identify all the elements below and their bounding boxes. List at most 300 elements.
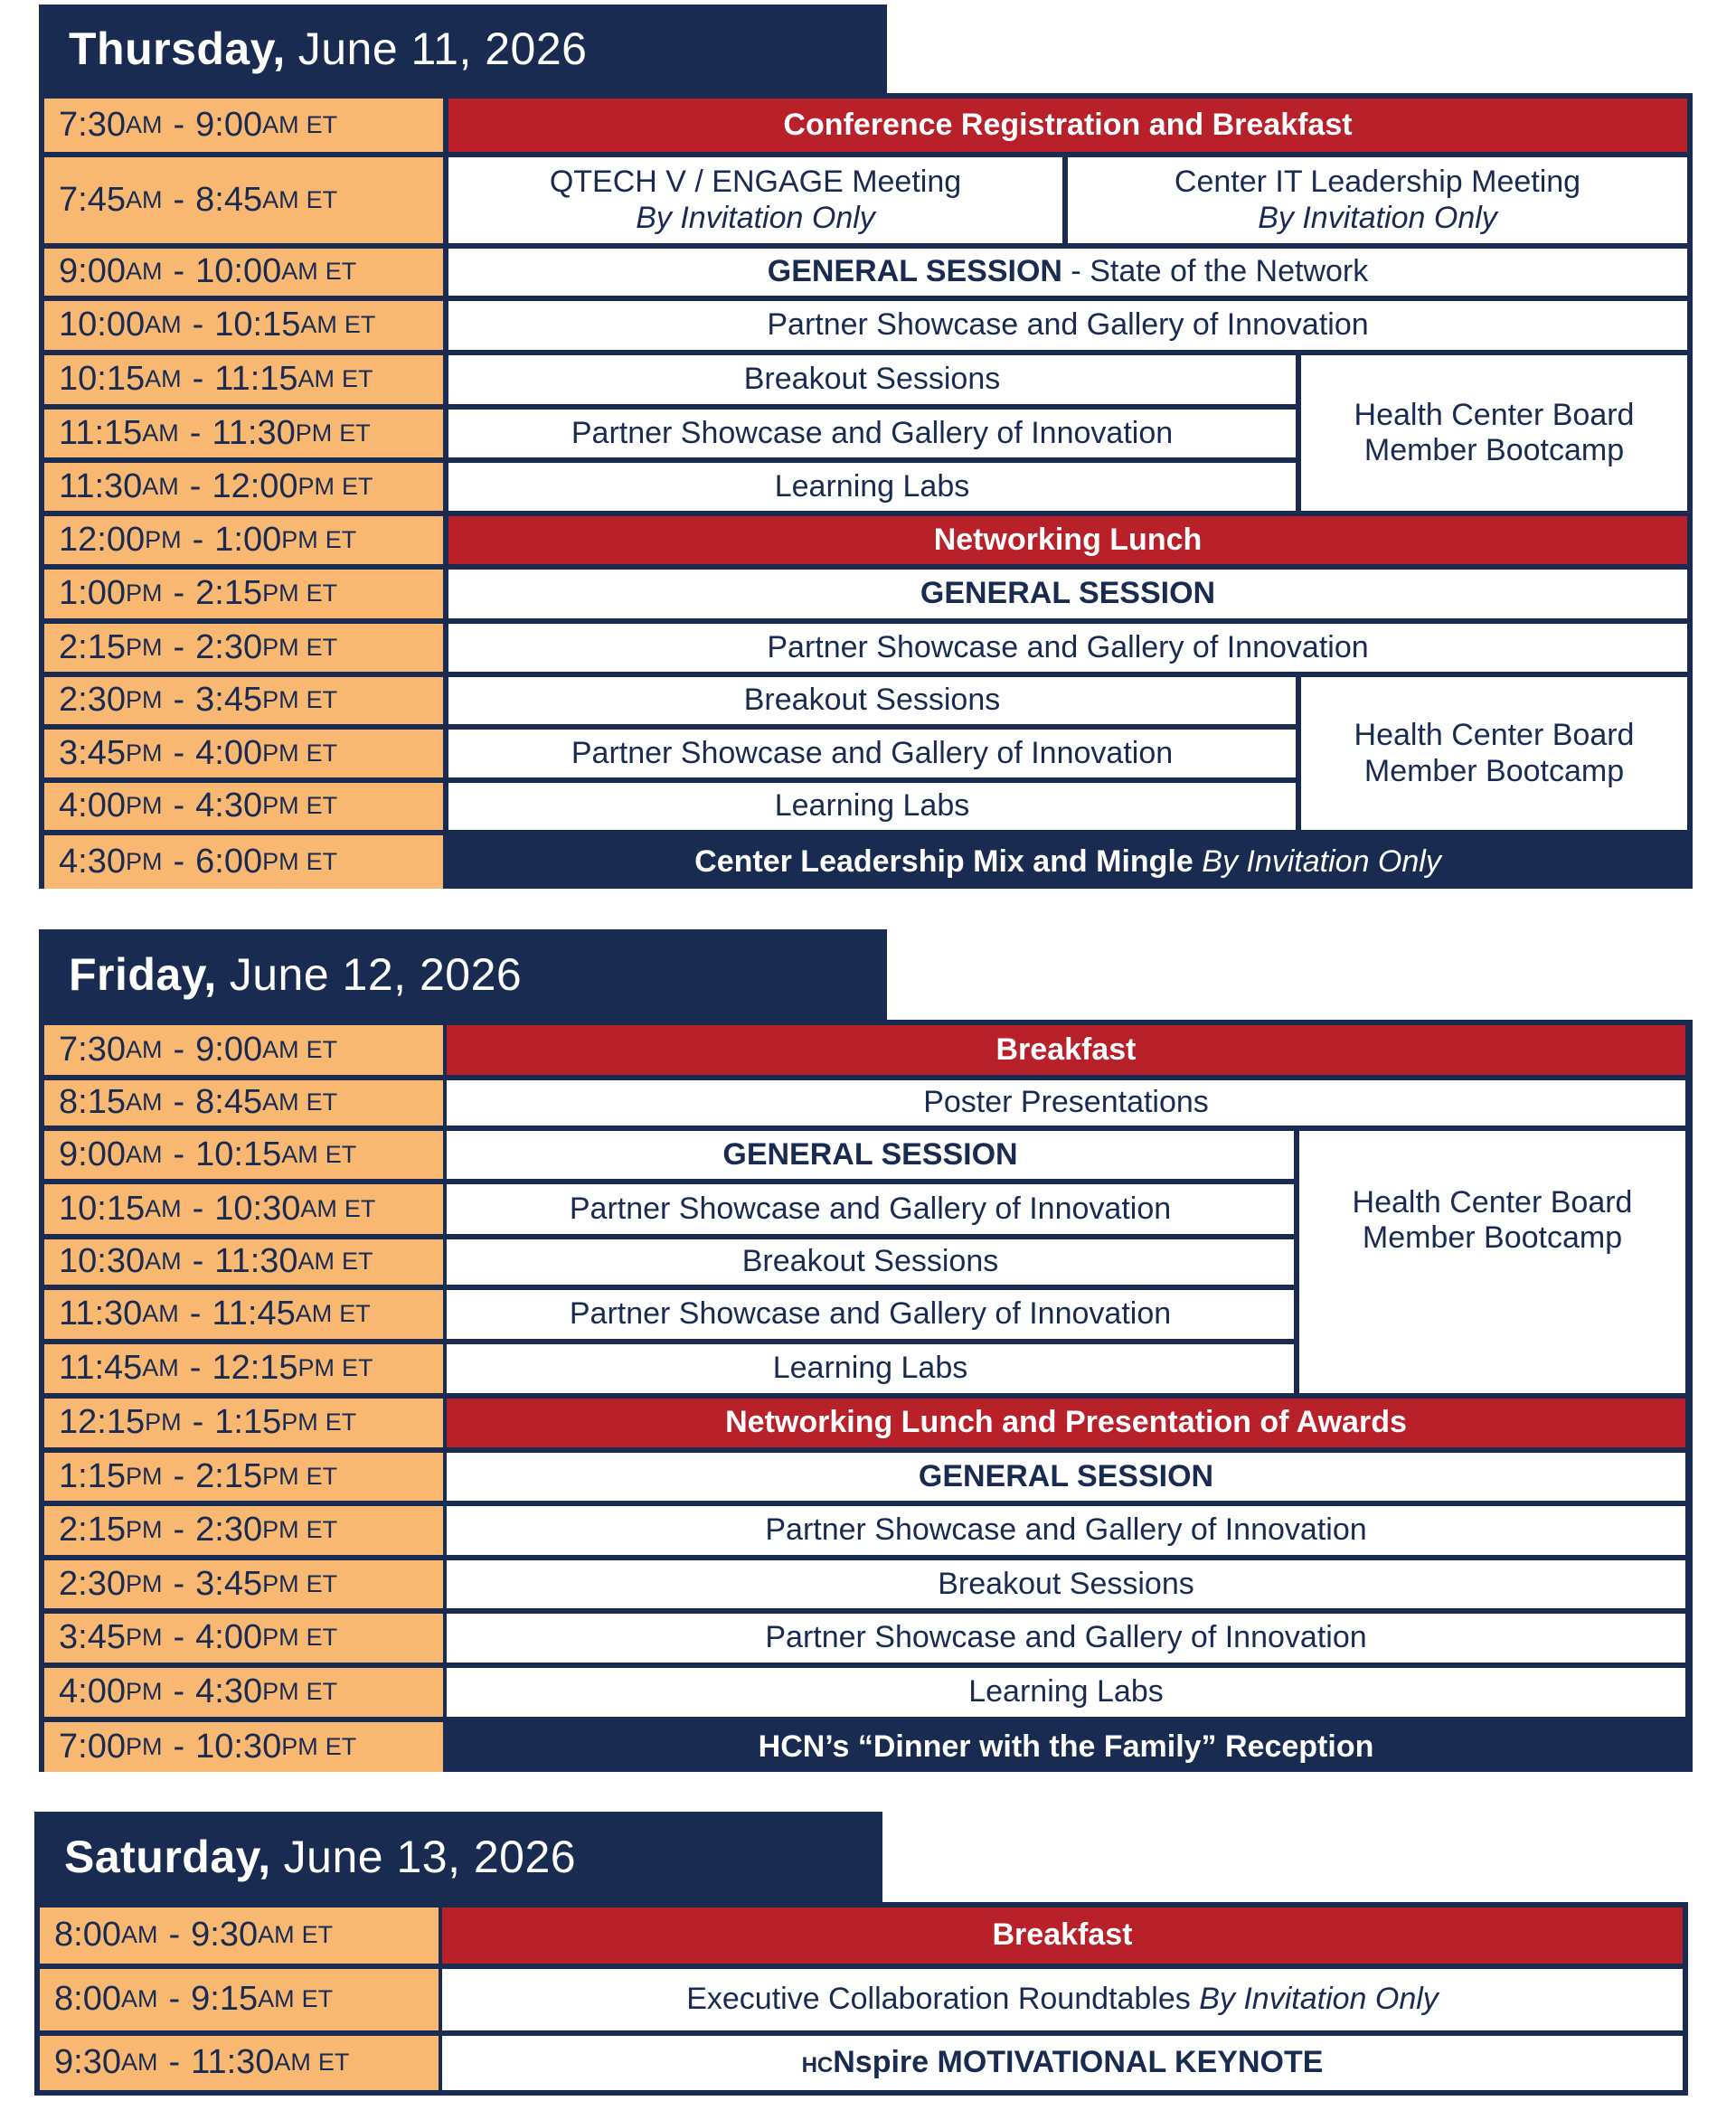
time-start-ampm: AM — [142, 472, 179, 500]
time-start-ampm: PM — [125, 579, 163, 608]
time-start: 12:00 — [59, 520, 146, 559]
time-start: 4:00 — [59, 787, 126, 825]
time-start-ampm: PM — [125, 792, 163, 820]
time-slot — [44, 1290, 443, 1339]
time-zone: ET — [301, 1921, 334, 1949]
time-start: 4:00 — [59, 1672, 126, 1711]
time-zone: ET — [344, 1194, 376, 1222]
event-label: Learning Labs — [772, 1351, 968, 1386]
time-zone: ET — [325, 525, 357, 553]
time-start-ampm: PM — [145, 525, 182, 553]
time-separator: - — [173, 627, 185, 666]
time-zone: ET — [306, 686, 338, 714]
time-end-ampm: PM — [262, 686, 299, 714]
time-zone: ET — [339, 1300, 371, 1328]
event-qtech-meeting — [448, 157, 1062, 243]
time-start-ampm: AM — [125, 1035, 163, 1063]
time-zone: ET — [317, 2049, 350, 2077]
time-start-ampm: PM — [125, 1732, 163, 1760]
time-start-ampm: AM — [120, 1921, 158, 1949]
time-separator: - — [173, 180, 185, 219]
time-start-ampm: PM — [125, 686, 163, 714]
time-zone: ET — [306, 1088, 338, 1116]
time-start: 8:15 — [59, 1083, 126, 1122]
time-end: 6:00 — [195, 842, 263, 881]
event-general-session — [447, 1453, 1685, 1501]
time-slot — [44, 570, 443, 618]
time-slot — [44, 463, 443, 511]
time-end-ampm: PM — [297, 472, 335, 500]
time-slot — [44, 1399, 443, 1447]
time-end: 9:15 — [191, 1980, 259, 2019]
event-label: Center IT Leadership Meeting — [1174, 165, 1581, 200]
event-partner-showcase — [448, 410, 1296, 457]
time-separator: - — [173, 1030, 185, 1069]
time-start: 10:15 — [59, 360, 146, 399]
time-zone: ET — [306, 792, 338, 820]
time-slot — [40, 1969, 439, 2030]
time-slot — [44, 1614, 443, 1663]
time-slot — [44, 410, 443, 457]
time-separator: - — [173, 733, 185, 772]
time-end-ampm: PM — [297, 1354, 335, 1382]
time-start-ampm: AM — [142, 1300, 179, 1328]
time-separator: - — [173, 1672, 185, 1711]
time-end: 2:15 — [195, 1456, 263, 1495]
time-zone: ET — [301, 1985, 334, 2013]
time-end: 12:15 — [212, 1349, 298, 1388]
time-end-ampm: AM — [274, 2049, 311, 2077]
time-end: 12:00 — [212, 466, 298, 505]
time-separator: - — [173, 105, 185, 144]
time-zone: ET — [306, 185, 338, 213]
time-end-ampm: PM — [262, 847, 299, 875]
time-separator: - — [173, 1083, 185, 1122]
time-separator: - — [192, 360, 204, 399]
time-zone: ET — [325, 258, 357, 286]
day-name: Friday, — [69, 949, 217, 1000]
time-start: 7:30 — [59, 1030, 126, 1069]
time-end: 9:00 — [195, 105, 263, 144]
time-end: 8:45 — [195, 180, 263, 219]
time-end: 2:30 — [195, 1511, 263, 1550]
event-label: Partner Showcase and Gallery of Innovation — [571, 735, 1174, 770]
event-general-session-state-of-network — [448, 249, 1687, 296]
event-label: GENERAL SESSION — [722, 1136, 1018, 1172]
time-end-ampm: PM — [262, 1624, 299, 1652]
time-end-ampm: PM — [262, 1678, 299, 1706]
time-start: 2:15 — [59, 1511, 126, 1550]
time-zone: ET — [306, 110, 338, 138]
time-end: 4:00 — [195, 1618, 263, 1657]
time-end-ampm: AM — [258, 1921, 295, 1949]
time-slot — [44, 355, 443, 404]
time-start-ampm: AM — [125, 1088, 163, 1116]
time-end: 4:30 — [195, 1672, 263, 1711]
time-end: 10:15 — [214, 306, 301, 344]
time-start-ampm: AM — [145, 1248, 182, 1276]
event-board-bootcamp — [1301, 677, 1687, 830]
time-start-ampm: PM — [125, 847, 163, 875]
time-separator: - — [168, 1916, 181, 1955]
event-label: Poster Presentations — [923, 1085, 1209, 1120]
day-header — [34, 1812, 882, 1902]
time-end: 1:15 — [214, 1403, 282, 1442]
event-label: Learning Labs — [774, 468, 970, 504]
time-end: 2:30 — [195, 627, 263, 666]
day-name: Saturday, — [64, 1832, 271, 1882]
time-slot — [44, 249, 443, 296]
time-start-ampm: PM — [125, 1569, 163, 1597]
time-end: 11:30 — [214, 1242, 298, 1281]
event-label-bold: GENERAL SESSION — [767, 254, 1062, 289]
day-header — [39, 929, 887, 1020]
time-separator: - — [173, 842, 185, 881]
event-label: Networking Lunch and Presentation of Awards — [725, 1405, 1407, 1440]
time-end: 11:15 — [214, 360, 298, 399]
time-separator: - — [189, 413, 202, 452]
event-partner-showcase — [448, 301, 1687, 350]
time-separator: - — [192, 306, 204, 344]
time-start: 1:00 — [59, 574, 126, 613]
time-separator: - — [173, 1727, 185, 1766]
event-label: Breakfast — [992, 1917, 1133, 1953]
time-end-ampm: AM — [262, 1088, 299, 1116]
event-label: QTECH V / ENGAGE Meeting — [549, 165, 962, 200]
time-end: 10:15 — [195, 1135, 282, 1173]
time-start: 2:30 — [59, 681, 126, 720]
time-start: 1:15 — [59, 1456, 126, 1495]
time-end: 4:30 — [195, 787, 263, 825]
time-start: 11:30 — [59, 1295, 143, 1333]
time-separator: - — [173, 1456, 185, 1495]
time-zone: ET — [306, 1462, 338, 1490]
event-partner-showcase — [447, 1290, 1294, 1339]
time-start: 7:45 — [59, 180, 126, 219]
event-label: Partner Showcase and Gallery of Innovation — [765, 1620, 1367, 1655]
event-poster-presentations — [447, 1080, 1685, 1126]
time-zone: ET — [342, 472, 373, 500]
time-separator: - — [189, 1295, 202, 1333]
event-registration — [448, 99, 1687, 152]
time-end: 11:45 — [212, 1295, 296, 1333]
event-breakout-sessions — [447, 1560, 1685, 1608]
time-start: 4:30 — [59, 842, 126, 881]
event-label: Partner Showcase and Gallery of Innovation — [569, 1191, 1172, 1226]
time-zone: ET — [325, 1140, 357, 1168]
event-label: Health Center Board — [1352, 1185, 1633, 1220]
schedule-table — [39, 1020, 1693, 1772]
time-start-ampm: AM — [120, 2049, 158, 2077]
time-separator: - — [173, 787, 185, 825]
event-leadership-mix-and-mingle — [448, 835, 1687, 889]
time-end-ampm: AM — [258, 1985, 295, 2013]
keynote-brand: Nspire — [833, 2045, 929, 2080]
event-label: Health Center Board — [1354, 718, 1635, 753]
event-partner-showcase — [447, 1614, 1685, 1663]
event-partner-showcase — [447, 1184, 1294, 1234]
event-general-session — [447, 1131, 1294, 1179]
event-partner-showcase — [448, 730, 1296, 777]
invitation-note: By Invitation Only — [1202, 843, 1441, 879]
time-start: 3:45 — [59, 733, 126, 772]
event-breakout-sessions — [448, 355, 1296, 404]
event-label: Breakout Sessions — [743, 362, 1001, 397]
event-label: Breakout Sessions — [938, 1566, 1194, 1601]
time-end-ampm: AM — [281, 1140, 318, 1168]
time-zone: ET — [344, 311, 376, 339]
keynote-prefix: HC — [801, 2053, 834, 2078]
invitation-note: By Invitation Only — [1199, 1982, 1439, 2017]
time-end: 4:00 — [195, 733, 263, 772]
event-label: Partner Showcase and Gallery of Innovation — [571, 415, 1174, 450]
time-start-ampm: PM — [125, 1462, 163, 1490]
time-slot — [44, 1506, 443, 1555]
event-label: Partner Showcase and Gallery of Innovation — [767, 629, 1369, 664]
time-slot — [44, 301, 443, 350]
time-start-ampm: AM — [125, 1140, 163, 1168]
event-label: Member Bootcamp — [1363, 433, 1625, 467]
time-start-ampm: AM — [142, 1354, 179, 1382]
event-label: Member Bootcamp — [1363, 753, 1625, 788]
event-partner-showcase — [448, 624, 1687, 672]
time-end-ampm: AM — [281, 258, 318, 286]
time-end-ampm: PM — [281, 525, 318, 553]
time-zone: ET — [306, 1678, 338, 1706]
time-start: 12:15 — [59, 1403, 146, 1442]
time-zone: ET — [342, 1354, 373, 1382]
event-label: MOTIVATIONAL KEYNOTE — [929, 2045, 1324, 2080]
event-breakfast — [447, 1025, 1685, 1075]
event-label-rest: - State of the Network — [1061, 254, 1369, 289]
time-start-ampm: AM — [125, 185, 163, 213]
event-label: GENERAL SESSION — [920, 576, 1216, 611]
day-header — [39, 5, 887, 93]
time-start: 3:45 — [59, 1618, 126, 1657]
event-label: Member Bootcamp — [1362, 1220, 1623, 1256]
time-slot — [44, 624, 443, 672]
time-end-ampm: PM — [262, 1462, 299, 1490]
time-end-ampm: PM — [262, 1516, 299, 1544]
day-date: June 12, 2026 — [229, 949, 523, 1000]
time-start-ampm: AM — [145, 1194, 182, 1222]
event-label: Learning Labs — [968, 1674, 1164, 1710]
time-separator: - — [192, 1189, 204, 1228]
event-learning-labs — [448, 463, 1296, 511]
schedule-table — [34, 1902, 1688, 2096]
time-zone: ET — [306, 633, 338, 661]
time-end-ampm: AM — [297, 365, 335, 393]
time-zone: ET — [306, 1035, 338, 1063]
event-label: Executive Collaboration Roundtables — [686, 1982, 1191, 2017]
time-zone: ET — [306, 1516, 338, 1544]
time-start-ampm: AM — [125, 110, 163, 138]
time-slot — [44, 157, 443, 243]
event-label: Breakfast — [995, 1031, 1137, 1067]
event-label: Learning Labs — [774, 788, 970, 824]
time-start-ampm: PM — [145, 1408, 182, 1436]
time-slot — [44, 1239, 443, 1285]
event-label: Conference Registration and Breakfast — [783, 107, 1353, 142]
time-end: 11:30 — [191, 2043, 275, 2082]
event-general-session — [448, 570, 1687, 618]
time-end-ampm: PM — [281, 1408, 318, 1436]
event-label: Networking Lunch — [933, 522, 1203, 557]
event-it-leadership-meeting — [1068, 157, 1687, 243]
time-separator: - — [173, 1135, 185, 1173]
time-end-ampm: PM — [262, 579, 299, 608]
time-separator: - — [189, 466, 202, 505]
time-separator: - — [192, 1242, 204, 1281]
time-end-ampm: AM — [300, 311, 337, 339]
time-start: 10:30 — [59, 1242, 146, 1281]
time-end-ampm: AM — [295, 1300, 333, 1328]
time-end: 10:30 — [195, 1727, 282, 1766]
event-learning-labs — [447, 1668, 1685, 1717]
time-start: 7:30 — [59, 105, 126, 144]
time-separator: - — [173, 1618, 185, 1657]
time-zone: ET — [342, 365, 373, 393]
time-separator: - — [173, 252, 185, 291]
time-start: 9:00 — [59, 1135, 126, 1173]
time-slot — [44, 1722, 443, 1772]
time-start-ampm: PM — [125, 1516, 163, 1544]
time-start: 8:00 — [54, 1980, 121, 2019]
invitation-note: By Invitation Only — [636, 200, 875, 235]
time-end-ampm: PM — [295, 419, 333, 447]
time-end-ampm: PM — [262, 739, 299, 767]
time-zone: ET — [306, 579, 338, 608]
time-start: 11:15 — [59, 413, 143, 452]
time-separator: - — [189, 1349, 202, 1388]
time-end: 9:00 — [195, 1030, 263, 1069]
time-zone: ET — [306, 847, 338, 875]
event-label: GENERAL SESSION — [918, 1458, 1214, 1493]
event-breakfast — [442, 1907, 1683, 1964]
time-slot — [44, 835, 443, 889]
time-start: 11:30 — [59, 466, 143, 505]
time-slot — [44, 677, 443, 724]
time-zone: ET — [306, 1569, 338, 1597]
time-slot — [40, 1907, 439, 1964]
time-end: 2:15 — [195, 574, 263, 613]
time-end-ampm: PM — [262, 633, 299, 661]
event-board-bootcamp — [1301, 355, 1687, 511]
event-partner-showcase — [447, 1506, 1685, 1555]
time-end: 10:30 — [214, 1189, 301, 1228]
time-slot — [44, 1080, 443, 1126]
time-zone: ET — [306, 739, 338, 767]
time-slot — [44, 1131, 443, 1179]
time-separator: - — [192, 520, 204, 559]
time-start: 2:30 — [59, 1564, 126, 1603]
event-executive-roundtables — [442, 1969, 1683, 2030]
time-separator: - — [192, 1403, 204, 1442]
time-end: 10:00 — [195, 252, 282, 291]
event-label: Breakout Sessions — [741, 1244, 999, 1279]
time-zone: ET — [306, 1624, 338, 1652]
time-zone: ET — [342, 1248, 373, 1276]
time-start: 9:30 — [54, 2043, 121, 2082]
event-breakout-sessions — [447, 1239, 1294, 1285]
time-start-ampm: PM — [125, 1678, 163, 1706]
event-label: Breakout Sessions — [743, 683, 1001, 718]
time-separator: - — [173, 681, 185, 720]
time-end: 3:45 — [195, 1564, 263, 1603]
time-end-ampm: PM — [281, 1732, 318, 1760]
time-end: 3:45 — [195, 681, 263, 720]
event-board-bootcamp — [1299, 1131, 1685, 1393]
event-hcnspire-keynote — [442, 2036, 1683, 2090]
time-start-ampm: AM — [145, 365, 182, 393]
time-start: 9:00 — [59, 252, 126, 291]
time-start-ampm: AM — [120, 1985, 158, 2013]
time-end: 8:45 — [195, 1083, 263, 1122]
time-start: 10:00 — [59, 306, 146, 344]
time-start: 2:15 — [59, 627, 126, 666]
event-label: HCN’s “Dinner with the Family” Reception — [758, 1729, 1374, 1764]
time-slot — [44, 1453, 443, 1501]
time-end-ampm: PM — [262, 1569, 299, 1597]
time-end-ampm: AM — [262, 185, 299, 213]
time-separator: - — [168, 1980, 181, 2019]
time-end-ampm: AM — [300, 1194, 337, 1222]
time-zone: ET — [339, 419, 371, 447]
day-date: June 11, 2026 — [297, 24, 588, 74]
time-slot — [44, 1184, 443, 1234]
time-slot — [44, 1668, 443, 1717]
time-start-ampm: AM — [145, 311, 182, 339]
time-end: 11:30 — [212, 413, 296, 452]
event-label: Center Leadership Mix and Mingle — [694, 843, 1194, 879]
time-start-ampm: AM — [142, 419, 179, 447]
event-learning-labs — [447, 1344, 1294, 1393]
time-end-ampm: PM — [262, 792, 299, 820]
time-start-ampm: AM — [125, 258, 163, 286]
time-slot — [44, 1025, 443, 1075]
event-label: Partner Showcase and Gallery of Innovation — [569, 1296, 1172, 1332]
time-start: 10:15 — [59, 1189, 146, 1228]
time-start-ampm: PM — [125, 633, 163, 661]
time-end: 9:30 — [191, 1916, 259, 1955]
time-slot — [44, 783, 443, 830]
event-learning-labs — [448, 783, 1296, 830]
time-slot — [44, 516, 443, 564]
time-end-ampm: AM — [262, 1035, 299, 1063]
event-networking-lunch — [448, 516, 1687, 564]
time-separator: - — [168, 2043, 181, 2082]
event-dinner-reception — [447, 1722, 1685, 1772]
time-start: 11:45 — [59, 1349, 143, 1388]
invitation-note: By Invitation Only — [1258, 200, 1497, 235]
time-slot — [44, 730, 443, 777]
event-networking-lunch-awards — [447, 1399, 1685, 1447]
time-zone: ET — [325, 1732, 357, 1760]
time-end-ampm: AM — [297, 1248, 335, 1276]
day-date: June 13, 2026 — [283, 1832, 577, 1882]
time-end-ampm: AM — [262, 110, 299, 138]
time-separator: - — [173, 1564, 185, 1603]
time-slot — [44, 1344, 443, 1393]
time-start-ampm: PM — [125, 739, 163, 767]
day-name: Thursday, — [69, 24, 286, 74]
time-slot — [40, 2036, 439, 2090]
event-label: Partner Showcase and Gallery of Innovation — [765, 1512, 1367, 1548]
schedule-table — [39, 93, 1693, 889]
time-separator: - — [173, 574, 185, 613]
time-start-ampm: PM — [125, 1624, 163, 1652]
time-start: 7:00 — [59, 1727, 126, 1766]
